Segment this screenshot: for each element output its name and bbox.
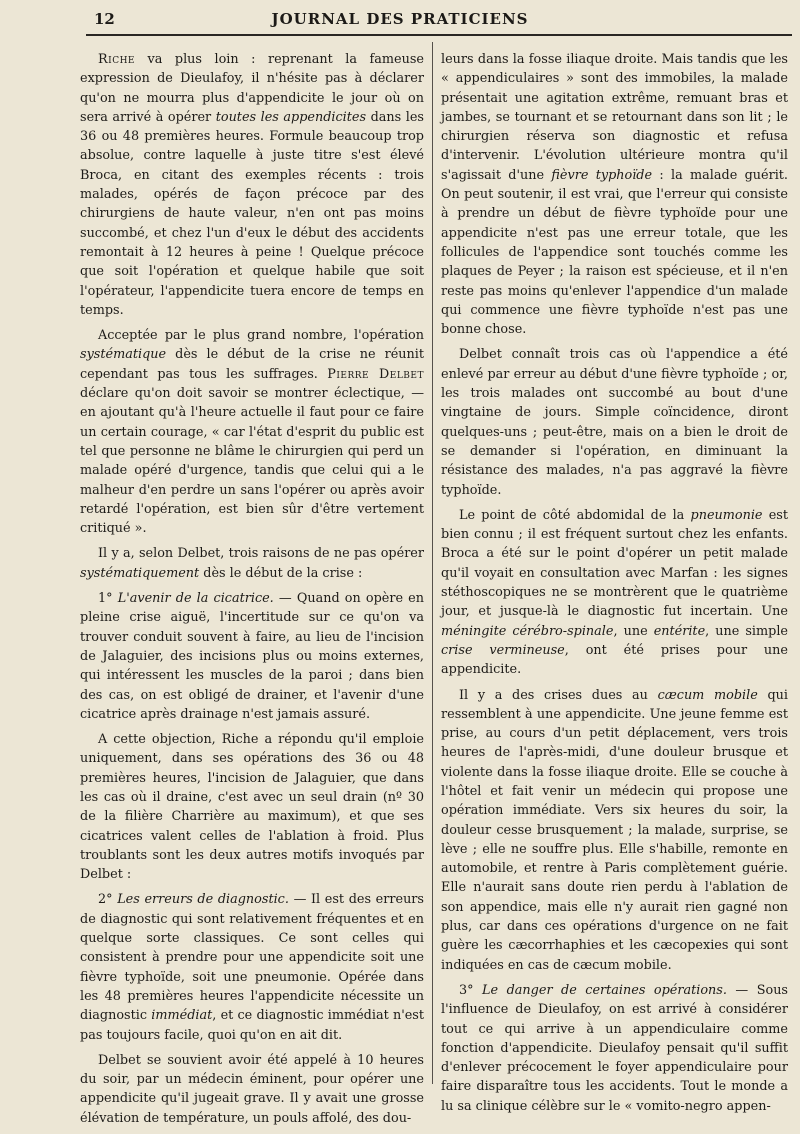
paragraph: Il y a des crises dues au cæcum mobile qui ressemblent à une appendicite. Une jeune femme est prise, au cours d'un petit déplacement, vers trois heures de l'après-midi, d'une douleur brusque et violente dans la fosse iliaque droite. Elle se couche à l'hôtel et fait venir un médecin qui propose une opération immédiate. Vers six heures du soir, la douleur cesse brusquement ; la malade, surprise, se lève ; elle ne souffre plus. Elle s'habille, remonte en automobile, et rentre à Paris complètement guérie. Elle n'aurait sans doute rien perdu à l'ablation de son appendice, mais elle n'y aurait rien gagné non plus, car dans ces opérations d'urgence on ne fait guère les cæcorrhaphies et les cæcopexies qui sont indiquées en cas de cæcum mobile.	[441, 687, 788, 973]
paragraph: 1° L'avenir de la cicatrice. — Quand on opère en pleine crise aiguë, l'incertitude sur ce qu'on va trouver conduit souvent à faire, au lieu de l'incision de Jalaguier, des incisions plus ou moins externes, qui intéressent les muscles de la paroi ; dans bien des cas, on est obligé de drainer, et l'avenir d'une cicatrice après drainage n'est jamais assuré.	[80, 591, 425, 722]
header-rule	[86, 34, 792, 36]
author-name: Riche	[98, 52, 135, 67]
author-name: Pierre Delbet	[327, 366, 424, 382]
column-divider	[432, 42, 433, 1084]
paragraph: Il y a, selon Delbet, trois raisons de ne pas opérer systématiquement dès le début de la crise :	[80, 546, 424, 581]
page-number: 12	[94, 10, 115, 28]
paragraph: A cette objection, Riche a répondu qu'il emploie uniquement, dans ses opérations des 36 ou 48 premières heures, l'incision de Jalaguier, que dans les cas où il draine, c'est avec un seul drain (nº 30 de la filière Charrière au maximum), et que ses cicatrices valent celles de l'ablation à froid. Plus troublants sont les deux autres motifs invoqués par Delbet :	[80, 732, 424, 883]
paragraph: Delbet connaît trois cas où l'appendice a été enlevé par erreur au début d'une fièvre typhoïde ; or, les trois malades ont succombé au bout d'une vingtaine de jours. Simple coïncidence, diront quelques-uns ; peut-être, mais on a bien le droit de se demander si l'opération, en diminuant la résistance des malades, n'a pas aggravé la fièvre typhoïde.	[441, 347, 788, 498]
paragraph: 2° Les erreurs de diagnostic. — Il est des erreurs de diagnostic qui sont relativement fréquentes et en quelque sorte classiques. Ce sont celles qui consistent à prendre pour une appendicite soit une fièvre typhoïde, soit une pneumonie. Opérée dans les 48 premières heures l'appendicite nécessite un diagnostic immédiat, et ce diagnostic immédiat n'est pas toujours facile, quoi qu'on en ait dit.	[80, 892, 425, 1043]
running-title: JOURNAL DES PRATICIENS	[271, 10, 529, 28]
paragraph: Acceptée par le plus grand nombre, l'opération systématique dès le début de la crise ne réunit cependant pas tous les suffrages. Pierre Delbet déclare qu'on doit savoir se montrer éclectique, — en ajoutant qu'à l'heure actuelle il faut pour ce faire un certain courage, « car l'état d'esprit du public est tel que personne ne blâme le chirurgien qui perd un malade opéré d'urgence, tandis que celui qui a le malheur d'en perdre un sans l'opérer ou après avoir retardé l'opération, est bien sûr d'être vertement critiqué ».	[80, 328, 424, 537]
paragraph: Delbet se souvient avoir été appelé à 10 heures du soir, par un médecin éminent, pour opérer une appendicite qu'il jugeait grave. Il y avait une grosse élévation de température, un pouls affolé, des dou-	[80, 1052, 424, 1126]
right-column	[441, 50, 788, 1122]
paragraph: Le point de côté abdomidal de la pneumonie est bien connu ; il est fréquent surtout chez les enfants. Broca a été sur le point d'opérer un petit malade qu'il voyait en consultation avec Marfan : les signes stéthoscopiques ne se montrèrent que le quatrième jour, et jusque-là le diagnostic fut incertain. Une méningite cérébro-spinale, une entérite, une simple crise vermineuse, ont été prises pour une appendicite.	[441, 507, 788, 678]
paragraph: 3° Le danger de certaines opérations. — Sous l'influence de Dieulafoy, on est arrivé à considérer tout ce qui arrive à un appendiculaire comme fonction d'appendicite. Dieulafoy pensait qu'il suffit d'enlever précocement le foyer appendiculaire pour faire disparaître tous les accidents. Tout le monde a lu sa clinique célèbre sur le « vomito-negro appen-	[441, 982, 788, 1114]
page-header	[0, 0, 800, 40]
paragraph: leurs dans la fosse iliaque droite. Mais tandis que les « appendiculaires » sont des immobiles, la malade présentait une agitation extrême, remuant bras et jambes, se tournant et se retournant dans son lit ; le chirurgien réserva son diagnostic et refusa d'intervenir. L'évolution ultérieure montra qu'il s'agissait d'une fièvre typhoïde : la malade guérit. On peut soutenir, il est vrai, que l'erreur qui consiste à prendre un début de fièvre typhoïde pour une appendicite n'est pas une erreur totale, que les follicules de l'appendice sont touchés comme les plaques de Peyer ; la raison est spécieuse, et il n'en reste pas moins qu'enlever l'appendice d'un malade qui commence une fièvre typhoïde n'est pas une bonne chose.	[441, 52, 788, 338]
left-column	[80, 50, 424, 1134]
paragraph: Riche va plus loin : reprenant la fameuse expression de Dieulafoy, il n'hésite pas à déclarer qu'on ne mourra plus d'appendicite le jour où on sera arrivé à opérer toutes les appendicites dans les 36 ou 48 premières heures. Formule beaucoup trop absolue, contre laquelle à juste titre s'est élevé Broca, en citant des exemples récents : trois malades, opérés de façon précoce par des chirurgiens de haute valeur, n'en ont pas moins succombé, et chez l'un d'eux le début des accidents remontait à 12 heures à peine ! Quelque précoce que soit l'opération et quelque habile que soit l'opérateur, l'appendicite tuera encore de temps en temps.	[80, 52, 425, 318]
